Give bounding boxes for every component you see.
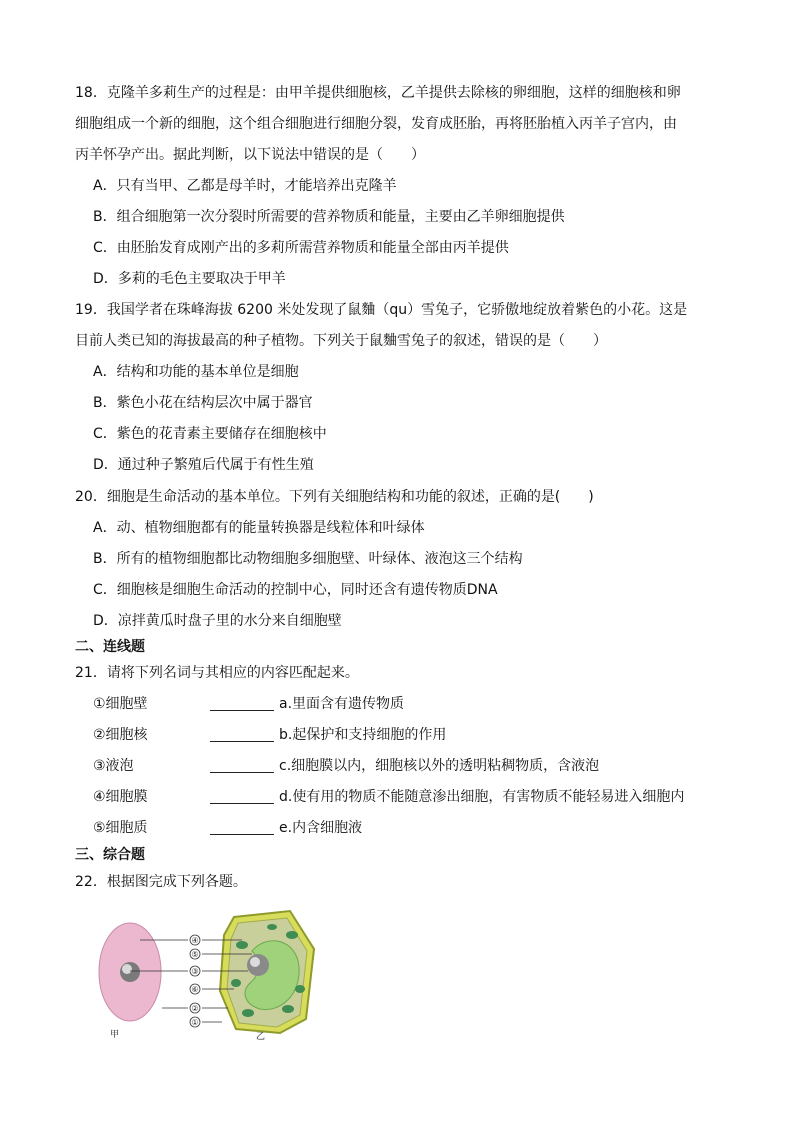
chloroplast	[236, 941, 248, 949]
figure-label-left: 甲	[110, 1030, 120, 1040]
q19-stem-line-1: 19．我国学者在珠峰海拔 6200 米处发现了鼠麯（qu）雪兔子，它骄傲地绽放着紫色的小花。这是	[75, 302, 688, 318]
label-1: ①	[191, 1018, 199, 1027]
q21-answer-blank-3[interactable]	[210, 772, 274, 773]
q21-desc-3: c.细胞膜以内，细胞核以外的透明粘稠物质，含液泡	[279, 758, 600, 774]
plant-cell-nucleus-highlight	[250, 957, 260, 967]
q20-option-a: A．动、植物细胞都有的能量转换器是线粒体和叶绿体	[93, 520, 425, 536]
chloroplast	[242, 1009, 254, 1017]
label-3: ③	[191, 967, 199, 976]
q21-desc-4: d.使有用的物质不能随意渗出细胞，有害物质不能轻易进入细胞内	[279, 789, 685, 805]
q21-desc-1: a.里面含有遗传物质	[279, 696, 405, 712]
q21-answer-blank-2[interactable]	[210, 741, 274, 742]
q18-option-c: C．由胚胎发育成刚产出的多莉所需营养物质和能量全部由丙羊提供	[93, 240, 509, 256]
animal-cell-nucleus-highlight	[122, 964, 132, 974]
chloroplast	[282, 1005, 294, 1013]
q18-option-a: A．只有当甲、乙都是母羊时，才能培养出克隆羊	[93, 178, 397, 194]
q20-option-c: C．细胞核是细胞生命活动的控制中心，同时还含有遗传物质DNA	[93, 582, 498, 598]
q19-stem-line-2: 目前人类已知的海拔最高的种子植物。下列关于鼠麯雪兔子的叙述，错误的是（ ）	[75, 333, 607, 349]
q18-stem-line-1: 18．克隆羊多莉生产的过程是：由甲羊提供细胞核，乙羊提供去除核的卵细胞，这样的细胞核和卵	[75, 85, 681, 101]
q19-option-d: D．通过种子繁殖后代属于有性生殖	[93, 457, 314, 473]
q21-stem: 21．请将下列名词与其相应的内容匹配起来。	[75, 665, 359, 681]
q21-answer-blank-5[interactable]	[210, 834, 274, 835]
q21-desc-5: e.内含细胞液	[279, 820, 363, 836]
q20-option-d: D．凉拌黄瓜时盘子里的水分来自细胞壁	[93, 613, 342, 629]
q22-stem: 22．根据图完成下列各题。	[75, 874, 247, 890]
label-4: ④	[191, 936, 199, 945]
chloroplast	[286, 931, 298, 939]
q21-desc-2: b.起保护和支持细胞的作用	[279, 727, 447, 743]
q18-stem-line-3: 丙羊怀孕产出。据此判断，以下说法中错误的是（ ）	[75, 147, 425, 163]
label-2: ②	[191, 1004, 199, 1013]
q20-stem-line-1: 20．细胞是生命活动的基本单位。下列有关细胞结构和功能的叙述，正确的是( )	[75, 489, 594, 505]
q18-option-b: B．组合细胞第一次分裂时所需要的营养物质和能量，主要由乙羊卵细胞提供	[93, 209, 565, 225]
q18-stem-line-2: 细胞组成一个新的细胞，这个组合细胞进行细胞分裂，发育成胚胎，再将胚胎植入丙羊子宫内，由	[75, 116, 677, 132]
label-6: ⑥	[191, 985, 199, 994]
cell-diagram	[92, 905, 322, 1041]
q21-answer-blank-4[interactable]	[210, 803, 274, 804]
q19-option-b: B．紫色小花在结构层次中属于器官	[93, 395, 313, 411]
chloroplast	[295, 985, 305, 993]
q21-term-3: ③液泡	[93, 758, 134, 774]
q18-option-d: D．多莉的毛色主要取决于甲羊	[93, 271, 286, 287]
section-title-comprehensive: 三、综合题	[75, 847, 145, 863]
q21-term-2: ②细胞核	[93, 727, 148, 743]
q21-answer-blank-1[interactable]	[210, 710, 274, 711]
section-title-matching: 二、连线题	[75, 639, 145, 655]
diagram-number-labels	[190, 935, 200, 1027]
q21-term-4: ④细胞膜	[93, 789, 148, 805]
q20-option-b: B．所有的植物细胞都比动物细胞多细胞壁、叶绿体、液泡这三个结构	[93, 551, 523, 567]
q21-term-5: ⑤细胞质	[93, 820, 148, 836]
figure-label-right: 乙	[256, 1032, 266, 1041]
q21-term-1: ①细胞壁	[93, 696, 148, 712]
chloroplast	[231, 979, 241, 987]
q19-option-c: C．紫色的花青素主要储存在细胞核中	[93, 426, 327, 442]
label-5: ⑤	[191, 950, 199, 959]
chloroplast	[267, 924, 277, 930]
q19-option-a: A．结构和功能的基本单位是细胞	[93, 364, 299, 380]
